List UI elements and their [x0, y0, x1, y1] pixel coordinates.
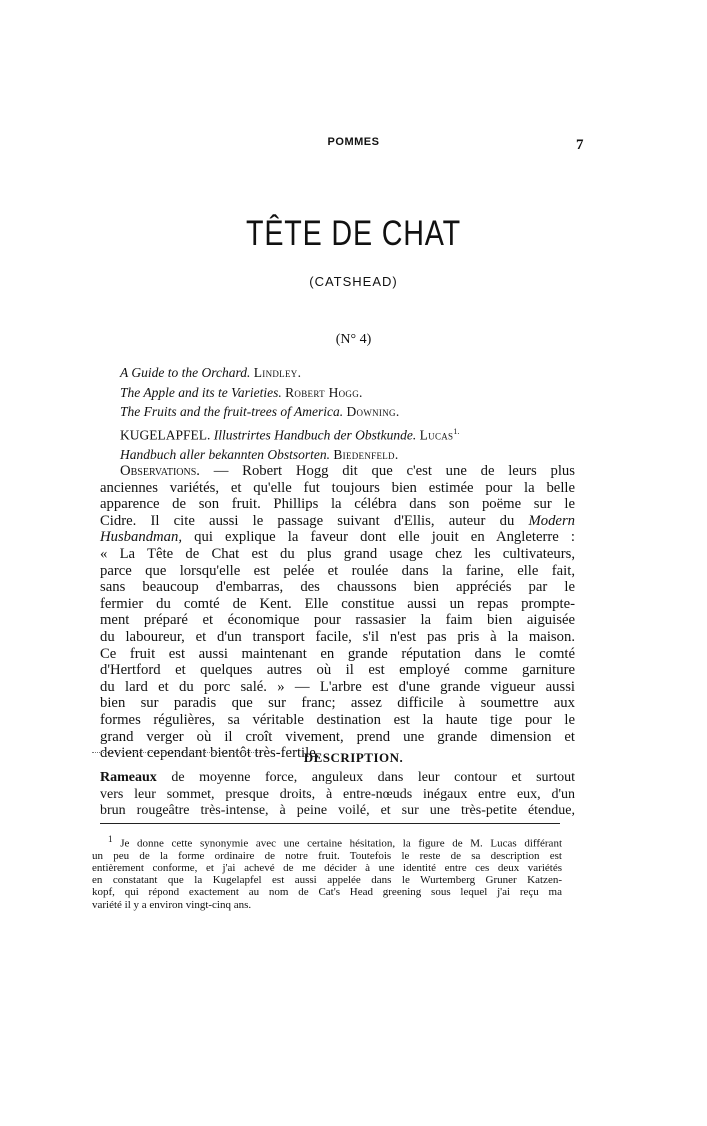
- text-line: Rameaux de moyenne force, anguleux dans leur contour et surtout: [100, 770, 575, 785]
- reference-item: [120, 402, 590, 422]
- reference-author: Lucas: [419, 427, 454, 442]
- observations-paragraph: [100, 463, 575, 762]
- reference-work: A Guide to the Orchard.: [120, 365, 251, 380]
- text-line: fermier du comté de Kent. Elle constitue aussi un repas prompte-: [100, 595, 575, 612]
- reference-work: Handbuch aller bekannten Obstsorten.: [120, 446, 330, 462]
- description-lead: Rameaux: [100, 770, 157, 785]
- footnote: [92, 833, 562, 911]
- description-paragraph: [100, 770, 575, 820]
- description-heading: DESCRIPTION.: [303, 750, 404, 765]
- reference-item: [120, 363, 590, 383]
- text-line: d'Hertford et quelques autres où il est employé comme garniture: [100, 662, 575, 679]
- reference-author: Downing.: [346, 404, 400, 419]
- reference-item: [120, 422, 590, 445]
- text-line: entièrement conforme, et j'ai achevé de me décider à une identité entre ces deux variétés: [92, 862, 562, 875]
- reference-work: The Apple and its te Varieties.: [120, 384, 282, 400]
- text-line: parce que lorsqu'elle est pelée et roulée dans la farine, elle fait,: [100, 562, 575, 579]
- text-line: du lard et du porc salé. » — L'arbre est d'une grande vigueur aussi: [100, 678, 575, 695]
- text-line: du laboureur, et d'un transport facile, s'il n'est pas pris à la maison.: [100, 628, 575, 645]
- text-line: devient cependant bientôt très-fertile.: [100, 745, 320, 762]
- text-line: brun rougeâtre très-intense, à peine voilé, et sur une très-petite étendue,: [100, 803, 575, 818]
- text-line: en constatant que la Kugelapfel est aussi appelée dans le Wurtemberg Gruner Katzen-: [92, 874, 562, 887]
- reference-author: Lindley.: [253, 365, 302, 380]
- text-line: vers leur sommet, presque droits, à entre-nœuds inégaux entre eux, d'un: [100, 786, 575, 802]
- references-list: [120, 363, 590, 464]
- text-line: anciennes variétés, et qu'elle fut toujours bien estimée pour la belle: [100, 479, 575, 496]
- text-line: apparence de son fruit. Phillips la célébra dans son poëme sur le: [100, 496, 575, 513]
- text-line: ment préparé et économique pour rassasier la faim bien aiguisée: [100, 612, 575, 629]
- page-number: 7: [576, 137, 584, 153]
- reference-item: [120, 383, 590, 403]
- text-line: $^1$ Je donne cette synonymie avec une certaine hésitation, la figure de M. Lucas différant: [108, 834, 563, 850]
- reference-author: Biedenfeld.: [333, 446, 399, 462]
- footnote-ref: 1.: [453, 426, 460, 436]
- text-line: bien sur paradis que sur franc; assez difficile à soumettre aux: [100, 695, 575, 712]
- reference-author: Robert Hogg.: [285, 384, 363, 400]
- text-line: kopf, qui répond exactement au nom de Cat's Head greening sous lequel j'ai reçu ma: [92, 886, 562, 899]
- text-line: sans beaucoup d'embarras, des chaussons bien appréciés par le: [100, 579, 575, 596]
- running-title: POMMES: [327, 136, 380, 148]
- reference-work: Illustrirtes Handbuch der Obstkunde.: [213, 427, 417, 442]
- text-line: « La Tête de Chat est du plus grand usage chez les cultivateurs,: [100, 545, 575, 562]
- footnote-marker: 1: [108, 834, 113, 844]
- observations-label: Observations.: [120, 463, 200, 479]
- text-line: Husbandman, qui explique la faveur dont elle jouit en Angleterre :: [100, 529, 575, 546]
- text-line: un peu de la forme ordinaire de notre fruit. Toutefois le reste de sa description est: [92, 849, 562, 862]
- reference-synonym: KUGELAPFEL.: [120, 427, 211, 442]
- variety-subtitle: (CATSHEAD): [309, 274, 398, 289]
- reference-work: The Fruits and the fruit-trees of America.: [120, 404, 344, 419]
- text-line: grand verger où il croît vivement, prend une grande dimension et: [100, 728, 575, 745]
- text-line: Observations. — Robert Hogg dit que c'est une de leurs plus: [120, 463, 575, 479]
- footnote-divider: [100, 823, 560, 824]
- text-line: Ce fruit est aussi maintenant en grande réputation dans le comté: [100, 645, 575, 662]
- variety-title: TÊTE DE CHAT: [245, 214, 461, 253]
- text-line: Cidre. Il cite aussi le passage suivant d'Ellis, auteur du Modern: [100, 512, 576, 529]
- text-line: formes régulières, sa véritable destination est la haute tige pour le: [100, 711, 575, 728]
- text-line: variété il y a environ vingt-cinq ans.: [92, 898, 252, 911]
- variety-number: (N° 4): [335, 332, 372, 347]
- reference-item: [120, 445, 590, 465]
